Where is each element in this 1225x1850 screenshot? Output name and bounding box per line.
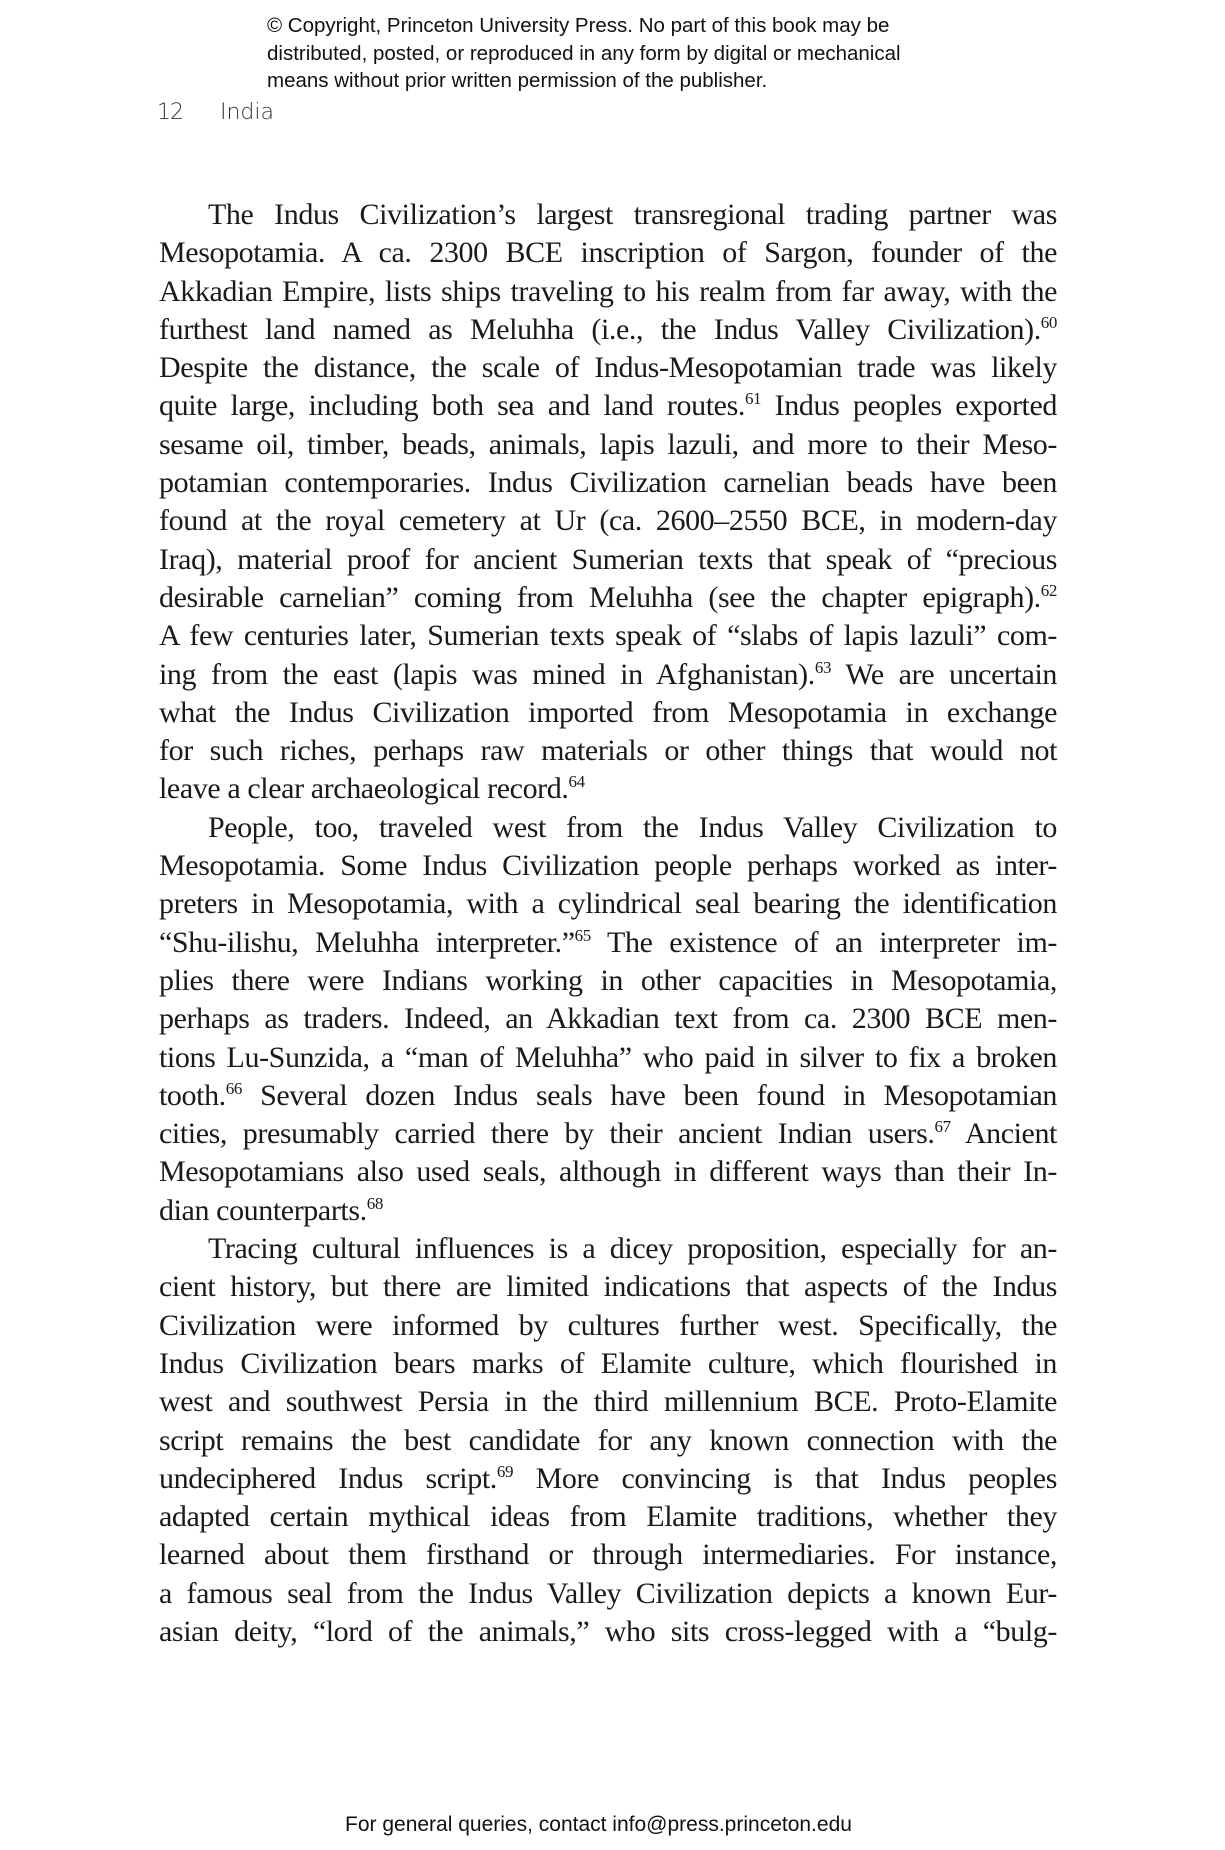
text-line: ing from the east (lapis was mined in Afghanistan).$^{63}$ We are uncertain: [159, 657, 1057, 691]
text-line: learned about them firsthand or through intermediaries. For instance,: [159, 1538, 1057, 1572]
footnote-ref[interactable]: 68: [366, 1193, 383, 1213]
text-line: tooth.$^{66}$ Several dozen Indus seals have been found in Mesopotamian: [159, 1078, 1057, 1112]
paragraph: [159, 809, 1057, 1230]
text-line: what the Indus Civilization imported from Mesopotamia in exchange: [159, 695, 1057, 729]
text-line: Civilization were informed by cultures further west. Specifically, the: [159, 1308, 1057, 1342]
text-line: leave a clear archaeological record.$^{64}$: [159, 772, 585, 806]
copyright-line: © Copyright, Princeton University Press. No part of this book may be: [267, 14, 890, 37]
footnote-ref[interactable]: 64: [568, 772, 585, 792]
footnote-ref[interactable]: 66: [225, 1078, 242, 1098]
text-line: sesame oil, timber, beads, animals, lapis lazuli, and more to their Meso-: [159, 427, 1057, 461]
text-line: script remains the best candidate for any known connection with the: [159, 1423, 1057, 1457]
text-line: preters in Mesopotamia, with a cylindrical seal bearing the identification: [159, 887, 1057, 921]
footnote-ref[interactable]: 62: [1040, 580, 1057, 600]
text-line: “Shu-ilishu, Meluhha interpreter.”$^{65}$ The existence of an interpreter im-: [159, 925, 1057, 959]
text-line: perhaps as traders. Indeed, an Akkadian text from ca. 2300 BCE men-: [159, 1002, 1057, 1036]
copyright-line: means without prior written permission of the publisher.: [267, 69, 768, 92]
page-number: 12: [157, 100, 183, 125]
text-line: quite large, including both sea and land routes.$^{61}$ Indus peoples exported: [159, 389, 1058, 423]
text-line: People, too, traveled west from the Indus Valley Civilization to: [208, 810, 1057, 844]
text-line: desirable carnelian” coming from Meluhha (see the chapter epigraph).$^{62}$: [159, 580, 1057, 614]
text-line: dian counterparts.$^{68}$: [159, 1193, 383, 1227]
text-line: Akkadian Empire, lists ships traveling to his realm from far away, with the: [159, 274, 1057, 308]
footnote-ref[interactable]: 61: [744, 389, 762, 409]
running-title: India: [220, 100, 274, 125]
text-line: Iraq), material proof for ancient Sumerian texts that speak of “precious: [159, 542, 1057, 576]
text-line: Mesopotamians also used seals, although in different ways than their In-: [159, 1155, 1057, 1189]
text-line: The Indus Civilization’s largest transregional trading partner was: [208, 198, 1057, 231]
text-line: west and southwest Persia in the third millennium BCE. Proto-Elamite: [159, 1385, 1057, 1419]
footnote-ref[interactable]: 69: [496, 1461, 514, 1481]
text-line: Indus Civilization bears marks of Elamite culture, which flourished in: [159, 1346, 1057, 1380]
footnote-ref[interactable]: 60: [1040, 312, 1057, 332]
text-line: for such riches, perhaps raw materials or other things that would not: [159, 734, 1057, 768]
copyright-notice: [267, 12, 1027, 95]
text-line: found at the royal cemetery at Ur (ca. 2600–2550 BCE, in modern-day: [159, 504, 1057, 538]
text-line: tions Lu-Sunzida, a “man of Meluhha” who paid in silver to fix a broken: [159, 1040, 1057, 1074]
text-line: Mesopotamia. A ca. 2300 BCE inscription of Sargon, founder of the: [159, 236, 1057, 270]
footer-contact: For general queries, contact info@press.princeton.edu: [345, 1813, 852, 1836]
text-line: potamian contemporaries. Indus Civilization carnelian beads have been: [159, 466, 1057, 500]
text-line: plies there were Indians working in other capacities in Mesopotamia,: [159, 963, 1057, 997]
text-line: adapted certain mythical ideas from Elamite traditions, whether they: [159, 1500, 1057, 1534]
paragraph: [159, 196, 1057, 809]
text-line: furthest land named as Meluhha (i.e., the Indus Valley Civilization).$^{60}$: [159, 312, 1057, 346]
text-line: Mesopotamia. Some Indus Civilization people perhaps worked as inter-: [159, 849, 1057, 883]
text-line: cities, presumably carried there by their ancient Indian users.$^{67}$ Ancient: [159, 1117, 1057, 1151]
text-line: undeciphered Indus script.$^{69}$ More convincing is that Indus peoples: [159, 1461, 1057, 1495]
text-line: asian deity, “lord of the animals,” who sits cross-legged with a “bulg-: [159, 1614, 1057, 1648]
text-line: cient history, but there are limited indications that aspects of the Indus: [159, 1270, 1057, 1304]
copyright-line: distributed, posted, or reproduced in any form by digital or mechanical: [267, 41, 901, 65]
text-line: a famous seal from the Indus Valley Civilization depicts a known Eur-: [159, 1576, 1057, 1610]
footnote-ref[interactable]: 63: [814, 657, 832, 677]
footnote-ref[interactable]: 65: [574, 925, 591, 945]
text-line: Despite the distance, the scale of Indus-Mesopotamian trade was likely: [159, 351, 1057, 385]
body-text: [159, 196, 1057, 1651]
paragraph: [159, 1230, 1057, 1651]
text-line: Tracing cultural influences is a dicey proposition, especially for an-: [208, 1232, 1057, 1266]
text-line: A few centuries later, Sumerian texts speak of “slabs of lapis lazuli” com-: [159, 619, 1057, 653]
footnote-ref[interactable]: 67: [934, 1117, 951, 1137]
